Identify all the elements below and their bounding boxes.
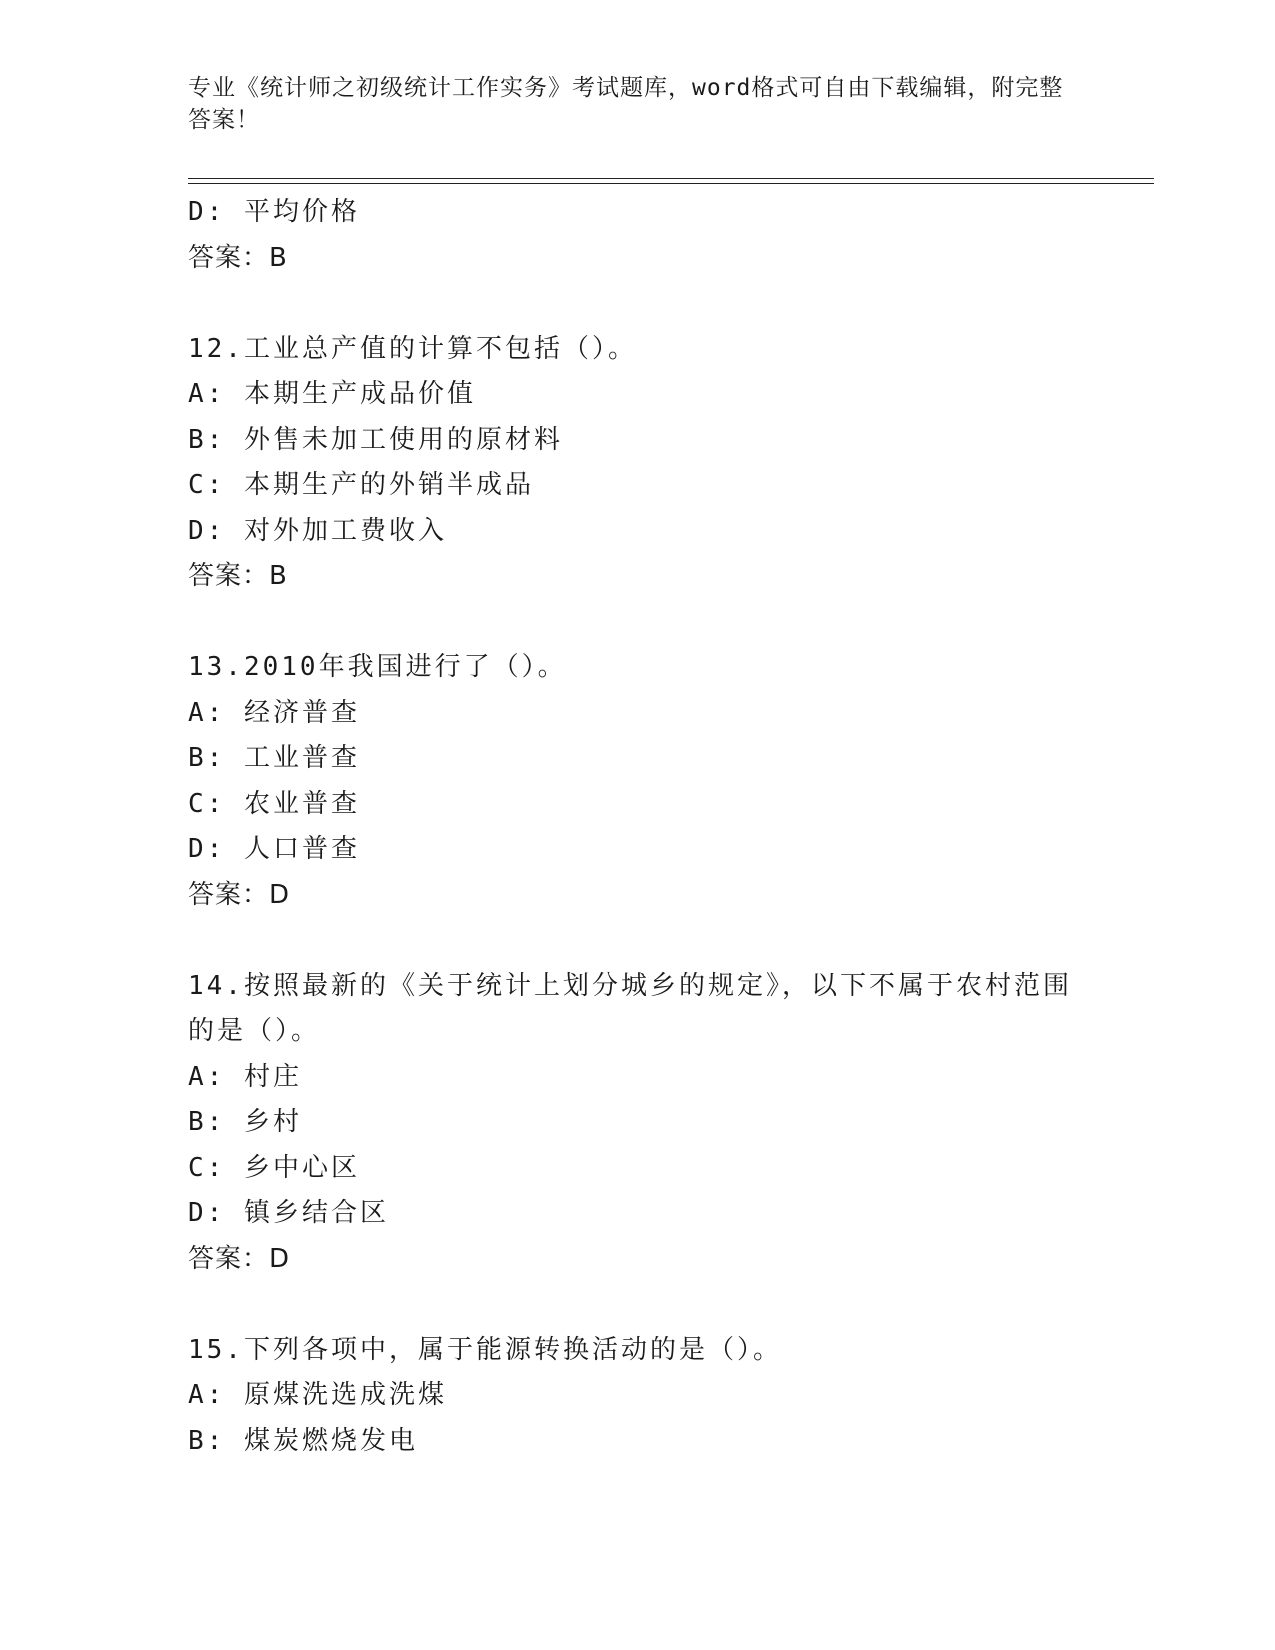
option-b: B: 外售未加工使用的原材料 [188, 424, 563, 455]
document-header: 专业《统计师之初级统计工作实务》考试题库，word格式可自由下载编辑，附完整答案！ [188, 75, 1064, 133]
option-c: C: 乡中心区 [188, 1152, 360, 1183]
question-stem: 13.2010年我国进行了（）。 [188, 652, 567, 682]
question-stem: 14.按照最新的《关于统计上划分城乡的规定》，以下不属于农村范围的是（）。 [188, 970, 1072, 1046]
header-rule-top [188, 178, 1154, 179]
option-c: C: 本期生产的外销半成品 [188, 470, 534, 500]
question-stem: 15.下列各项中，属于能源转换活动的是（）。 [188, 1334, 782, 1365]
option-b: B: 工业普查 [188, 743, 360, 773]
question-list [188, 190, 1088, 1464]
option-a: A: 原煤洗选成洗煤 [188, 1380, 447, 1410]
option-a: A: 本期生产成品价值 [188, 379, 476, 409]
answer-label: 答案：D [188, 1243, 291, 1274]
answer-label: 答案：B [188, 561, 288, 591]
question-stem: 12.工业总产值的计算不包括（）。 [188, 333, 637, 364]
option-c: C: 农业普查 [188, 788, 360, 819]
answer-label: 答案：B [188, 242, 288, 273]
option-d: D: 镇乡结合区 [188, 1198, 389, 1228]
header-rule-bottom [188, 183, 1154, 184]
option-a: A: 经济普查 [188, 697, 360, 728]
option-d: D: 人口普查 [188, 834, 360, 864]
option-b: B: 煤炭燃烧发电 [188, 1425, 418, 1456]
option-d: D: 对外加工费收入 [188, 515, 447, 546]
answer-label: 答案：D [188, 879, 291, 910]
option-a: A: 村庄 [188, 1061, 302, 1092]
option-b: B: 乡村 [188, 1107, 302, 1137]
option-d: D: 平均价格 [188, 197, 360, 227]
